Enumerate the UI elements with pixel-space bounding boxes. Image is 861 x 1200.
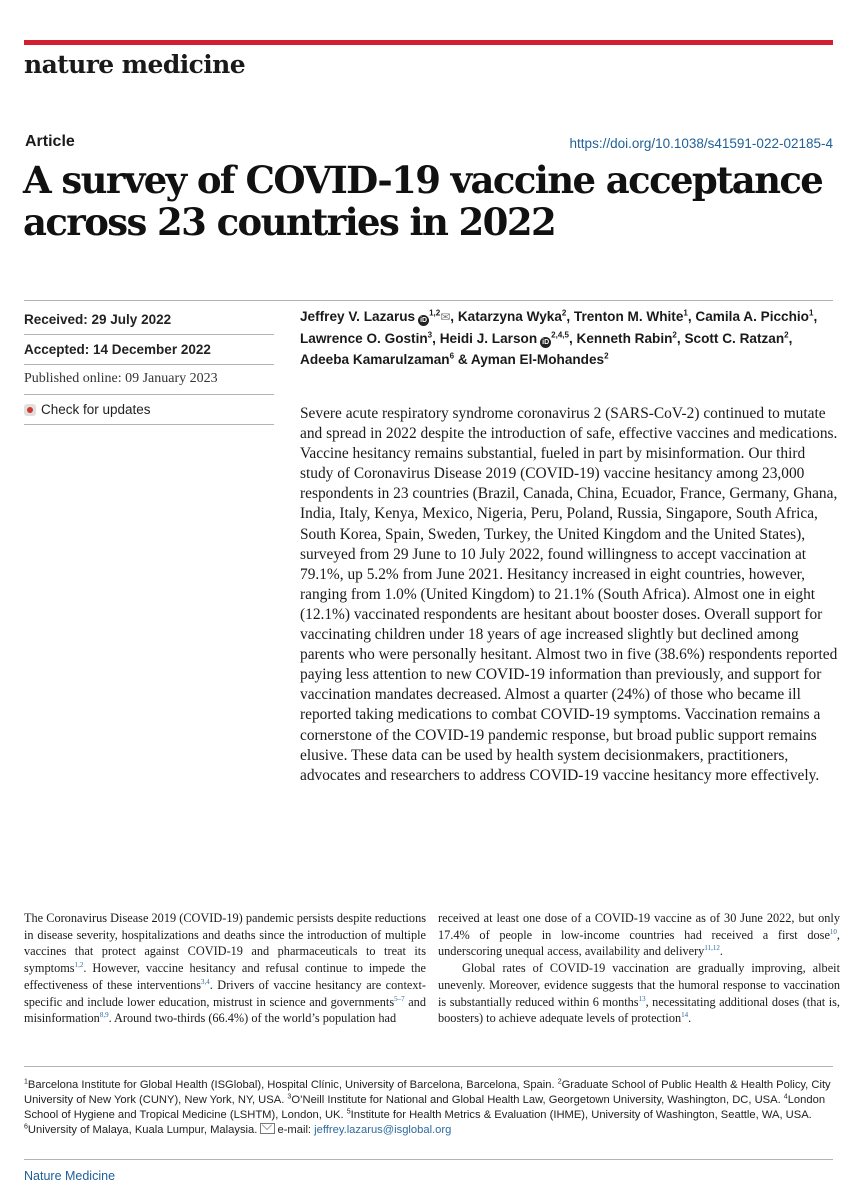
footer-divider: [24, 1159, 833, 1160]
citation-ref[interactable]: 11,12: [704, 944, 720, 953]
author-affiliation: 2: [672, 330, 677, 340]
author-affiliation: 2: [561, 308, 567, 318]
article-type: Article: [25, 133, 75, 150]
author-name: Camila A. Picchio: [695, 309, 809, 324]
author-name: Ayman El-Mohandes: [470, 352, 605, 367]
text-run: London School of Hygiene and Tropical Medicine (LSHTM), London, UK.: [24, 1094, 826, 1121]
author-name: Katarzyna Wyka: [457, 309, 562, 324]
text-run: University of Malaya, Kuala Lumpur, Malaysia.: [27, 1124, 261, 1136]
text-run: .: [688, 1011, 692, 1026]
text-run: Global rates of COVID-19 vaccination are gradually improving, albeit unevenly. Moreover, evidence suggests that the humoral response to vaccination is substantially reduced within 6 months: [438, 961, 840, 1009]
author-name: Heidi J. Larson: [439, 331, 538, 346]
abstract: Severe acute respiratory syndrome coronavirus 2 (SARS-CoV-2) continued to mutate and spread in 2022 despite the introduction of safe, effective vaccines and medications. Vaccine hesitancy remains substantial, fueled in part by misinformation. Our third study of Coronavirus Disease 2019 (COVID-19) vaccine hesitancy among 23,000 respondents in 23 countries (Brazil, Canada, China, Ecuador, France, Germany, Ghana, India, Italy, Kenya, Mexico, Nigeria, Peru, Poland, Russia, Singapore, South Africa, South Korea, Spain, Sweden, Turkey, the United Kingdom and the United States), surveyed from 29 June to 10 July 2022, found willingness to accept vaccination at 79.1%, up 5.2% from June 2021. Hesitancy increased in eight countries, however, ranging from 1.0% (United Kingdom) to 21.1% (South Africa). Almost one in eight (12.1%) vaccinated respondents are hesitant about booster doses. Overall support for vaccinating children under 18 years of age increased slightly but declined among parents who were personally hesitant. Almost two in five (38.6%) respondents reported paying less attention to new COVID-19 information than previously, and support for vaccination mandates decreased. Almost a quarter (24%) of those who became ill reported taking medications to combat COVID-19 symptoms. Vaccination remains a cornerstone of the COVID-19 pandemic response, but broad public support remains elusive. These data can be used by health system decisionmakers, practitioners, advocates and researchers to address COVID-19 vaccine hesitancy more effectively.: [300, 405, 838, 784]
author-affiliation: 2: [784, 330, 789, 340]
citation-ref[interactable]: 3,4: [201, 977, 210, 986]
citation-ref[interactable]: 4: [783, 1093, 788, 1101]
citation-ref[interactable]: 1,2: [74, 961, 84, 970]
citation-ref[interactable]: 8,9: [99, 1011, 109, 1020]
author-affiliation: 2: [604, 351, 609, 361]
author-affiliation: 1,2: [429, 308, 441, 318]
citation-ref[interactable]: 10: [829, 927, 837, 936]
published-date: Published online: 09 January 2023: [24, 371, 218, 386]
author[interactable]: [300, 331, 432, 346]
author[interactable]: [440, 331, 569, 346]
body-column-right: [438, 910, 840, 1027]
author-affiliation: 6: [449, 351, 455, 361]
text-run: received at least one dose of a COVID-19 vaccine as of 30 June 2022, but only 17.4% of people in low-income countries had received a first dose: [438, 911, 840, 942]
text-run: O’Neill Institute for National and Global Health Law, Georgetown University, Washington, DC, USA.: [291, 1094, 784, 1106]
check-updates-icon: [24, 404, 36, 416]
citation-ref[interactable]: 2: [557, 1078, 562, 1086]
text-run: Barcelona Institute for Global Health (ISGlobal), Hospital Clínic, University of Barcelona, Barcelona, Spain.: [27, 1079, 558, 1091]
citation-ref[interactable]: 3: [287, 1093, 292, 1101]
citation-ref[interactable]: 13: [638, 994, 646, 1003]
author[interactable]: [471, 352, 609, 367]
email-label: e-mail:: [277, 1124, 315, 1136]
received-date: Received: 29 July 2022: [24, 312, 172, 327]
citation-ref[interactable]: 6: [24, 1123, 28, 1131]
citation-ref[interactable]: 5: [346, 1108, 351, 1116]
author-name: Lawrence O. Gostin: [300, 331, 428, 346]
text-run: , necessitating additional doses (that is, boosters) to achieve adequate levels of protection: [438, 994, 840, 1026]
accepted-date: Accepted: 14 December 2022: [24, 342, 211, 357]
meta-divider-top: [24, 300, 833, 301]
author[interactable]: [300, 352, 454, 367]
envelope-icon: [260, 1123, 275, 1134]
text-run: . However, vaccine hesitancy and refusal continue to impede the effectiveness of these interventions: [24, 961, 426, 992]
body-paragraph: [438, 910, 840, 960]
journal-header-bar: [24, 40, 833, 45]
affiliations: [24, 1078, 834, 1138]
author[interactable]: [300, 309, 450, 324]
author-name: Scott C. Ratzan: [684, 331, 785, 346]
meta-divider: [24, 364, 274, 365]
body-paragraph: [24, 910, 426, 1027]
author-name: Trenton M. White: [573, 309, 684, 324]
envelope-icon[interactable]: ✉: [440, 310, 451, 324]
text-run: and misinformation: [24, 994, 426, 1026]
meta-divider: [24, 334, 274, 335]
meta-divider: [24, 424, 274, 425]
author-name: Jeffrey V. Lazarus: [300, 309, 416, 324]
body-column-left: [24, 910, 426, 1027]
journal-logo: nature medicine: [24, 50, 246, 79]
text-run: Graduate School of Public Health & Health Policy, City University of New York (CUNY), New York, NY, USA.: [24, 1079, 831, 1106]
author-affiliation: 3: [427, 330, 433, 340]
text-run: . Drivers of vaccine hesitancy are context-specific and include lower education, mistrust in science and governments: [24, 977, 426, 1009]
citation-ref[interactable]: 1: [24, 1078, 28, 1086]
author[interactable]: [458, 309, 566, 324]
article-title: A survey of COVID-19 vaccine acceptance across 23 countries in 2022: [23, 158, 823, 244]
text-run: .: [719, 944, 723, 959]
meta-divider: [24, 394, 274, 395]
author[interactable]: [574, 309, 688, 324]
text-run: Institute for Health Metrics & Evaluation (IHME), University of Washington, Seattle, WA, USA.: [350, 1109, 812, 1121]
author[interactable]: [684, 331, 788, 346]
author[interactable]: [695, 309, 813, 324]
author[interactable]: [577, 331, 677, 346]
author-affiliation: 1: [683, 308, 688, 318]
check-updates-label: Check for updates: [41, 402, 151, 417]
author-affiliation: 2,4,5: [551, 330, 569, 340]
orcid-icon[interactable]: iD: [542, 339, 550, 346]
footnote-divider: [24, 1066, 833, 1067]
author-name: Adeeba Kamarulzaman: [300, 352, 450, 367]
citation-ref[interactable]: 5–7: [394, 994, 405, 1003]
text-run: The Coronavirus Disease 2019 (COVID-19) pandemic persists despite reductions in disease severity, hospitalizations and deaths since the introduction of multiple vaccines that protect against COVID-19 and pharmaceuticals to treat its symptoms: [24, 911, 426, 976]
citation-ref[interactable]: 14: [681, 1011, 689, 1020]
author-name: Kenneth Rabin: [576, 331, 673, 346]
email-link[interactable]: jeffrey.lazarus@isglobal.org: [314, 1124, 452, 1136]
text-run: . Around two-thirds (66.4%) of the world’s population had: [108, 1011, 397, 1026]
footer-journal-name: Nature Medicine: [24, 1169, 116, 1183]
text-run: , underscoring unequal access, availability and delivery: [438, 927, 840, 959]
doi-link[interactable]: https://doi.org/10.1038/s41591-022-02185-4: [569, 136, 833, 151]
orcid-icon[interactable]: iD: [420, 317, 428, 324]
author-affiliation: 1: [809, 308, 814, 318]
check-for-updates-button[interactable]: [24, 402, 151, 417]
body-paragraph: [438, 960, 840, 1027]
author-list: Jeffrey V. Lazarus iD$^{1,2}$✉, Katarzyna Wyka$^2$, Trenton M. White$^1$, Camila A. Picchio$^1$, Lawrence O. Gostin$^3$, Heidi J. Larson iD$^{2,4,5}$, Kenneth Rabin$^2$, Scott C. Ratzan$^2$, Adeeba Kamarulzaman$^6$ & Ayman El-Mohandes$^2$: [300, 308, 818, 367]
